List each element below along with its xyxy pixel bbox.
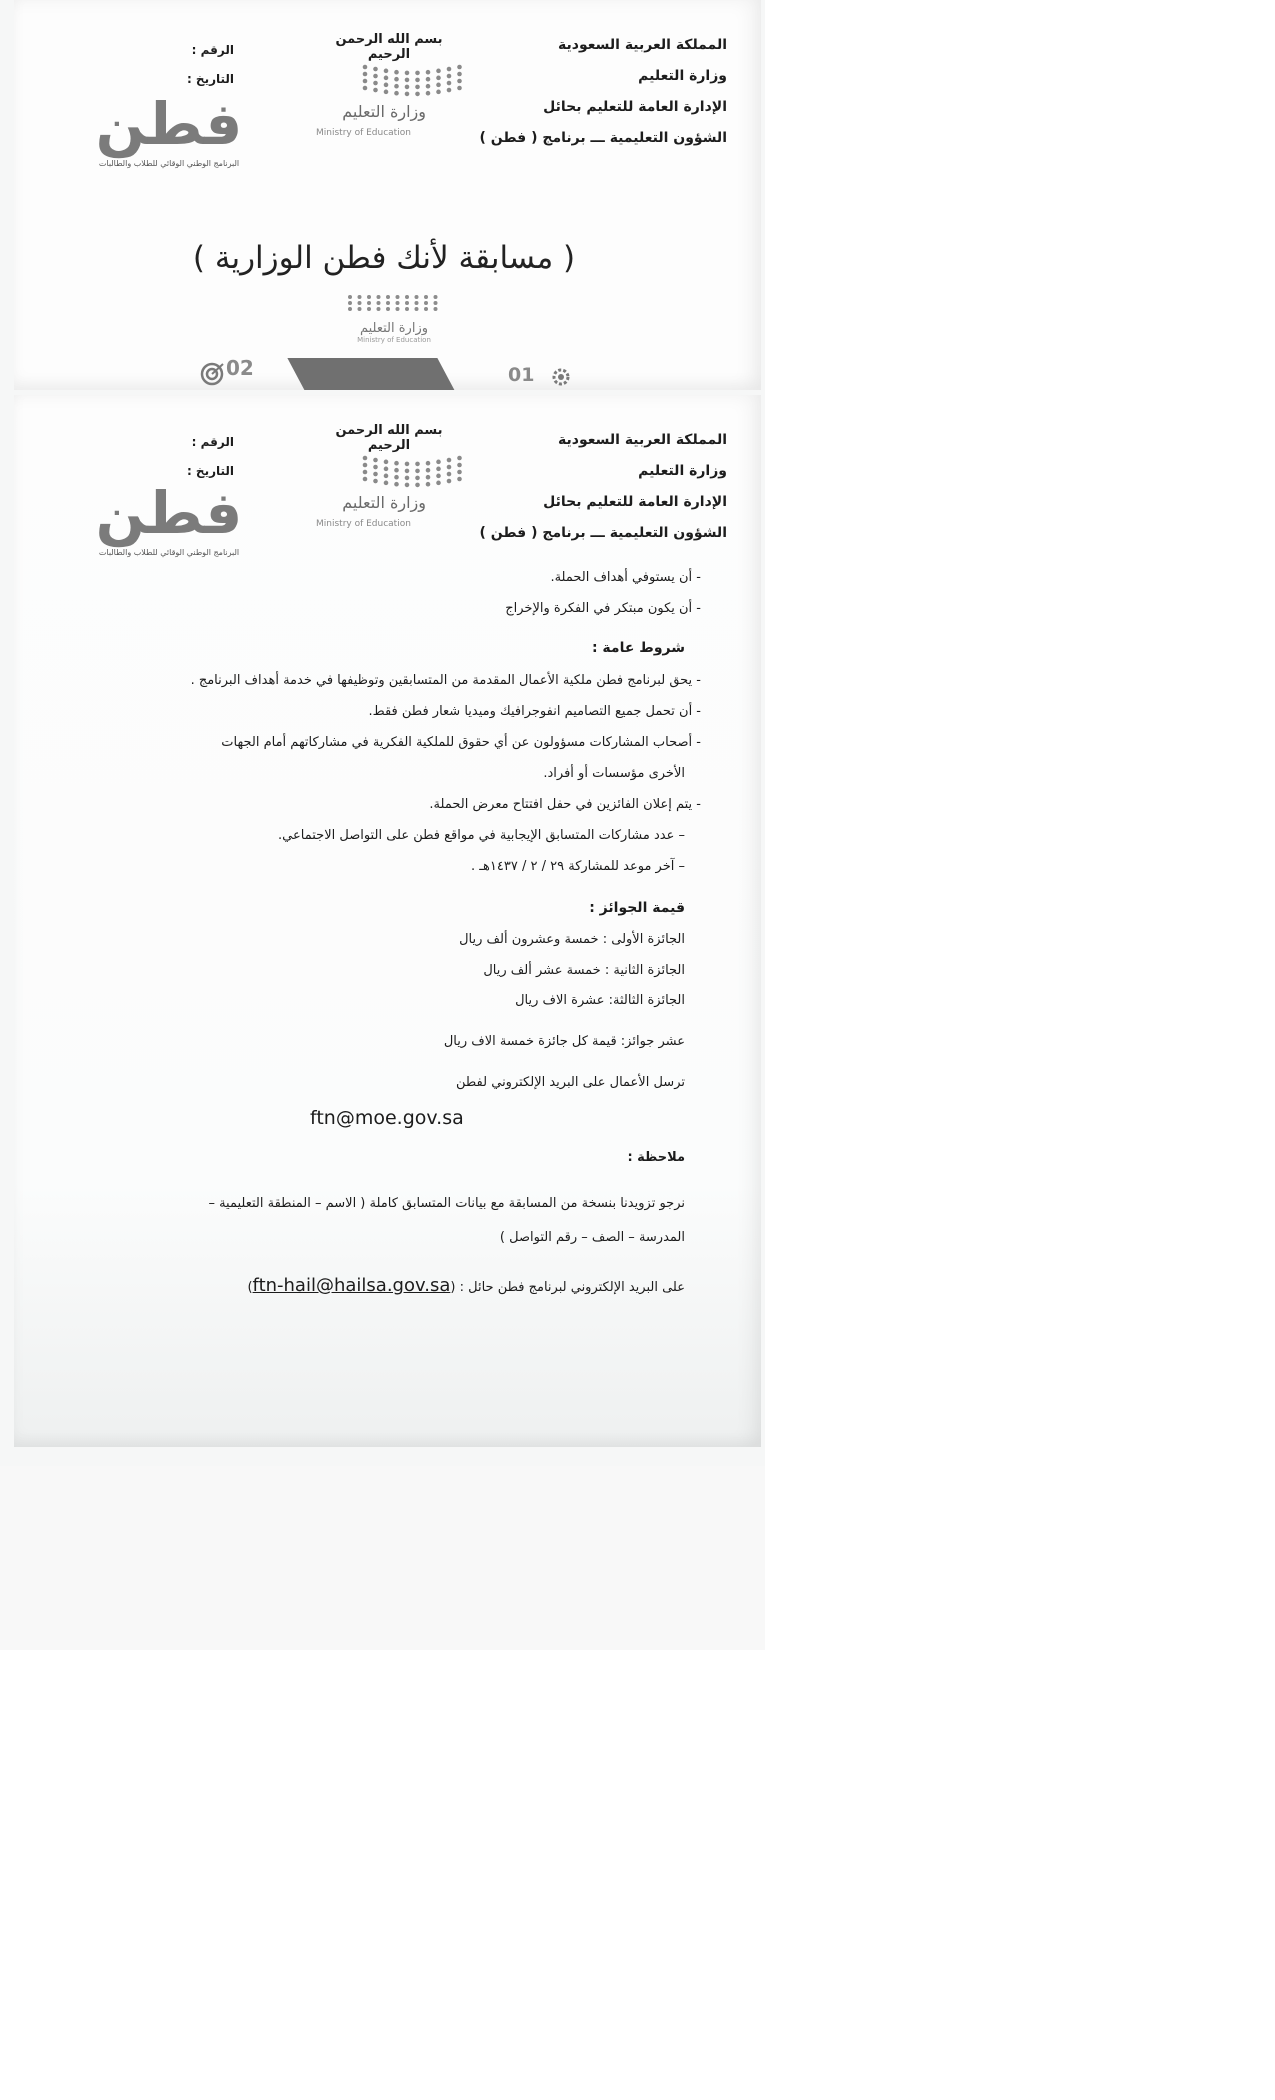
logo-dot <box>415 462 420 467</box>
general-conditions-heading: شروط عامة : <box>591 640 685 656</box>
logo-dot <box>436 474 441 479</box>
logo-dot <box>415 476 420 481</box>
svg-text:فطن: فطن <box>95 90 243 158</box>
prizes-heading: قيمة الجوائز : <box>589 900 685 916</box>
logo-dot <box>415 307 419 311</box>
condition-item: - أصحاب المشاركات مسؤولون عن أي حقوق للملكية الفكرية في مشاركاتهم أمام الجهات <box>221 735 701 750</box>
logo-dot <box>426 77 431 82</box>
condition-item: - أن تحمل جميع التصاميم انفوجرافيك وميديا شعار فطن فقط. <box>368 704 701 719</box>
basmala: بسم الله الرحمن الرحيم <box>335 32 443 62</box>
logo-dot <box>424 295 428 299</box>
strip-number-02: 02 <box>226 356 254 380</box>
svg-text:البرنامج الوطني الوقائي للطلاب: البرنامج الوطني الوقائي للطلاب والطالبات <box>98 548 240 557</box>
logo-dot <box>384 467 389 472</box>
note-heading: ملاحظة : <box>627 1150 685 1165</box>
ref-number-label: الرقم : <box>191 43 234 57</box>
moe-logo-text-en: Ministry of Education <box>316 128 411 138</box>
note-line: نرجو تزويدنا بنسخة من المسابقة مع بيانات المتسابق كاملة ( الاسم – المنطقة التعليمية – <box>208 1196 685 1211</box>
logo-dot <box>447 74 452 79</box>
logo-dot <box>405 483 410 488</box>
logo-dot <box>415 483 420 488</box>
logo-dot <box>415 295 419 299</box>
logo-dot <box>405 92 410 97</box>
svg-text:فطن: فطن <box>95 479 243 547</box>
logo-dot <box>373 458 378 463</box>
scanned-page-1 <box>14 0 761 390</box>
logo-dot <box>436 83 441 88</box>
logo-dot <box>457 477 462 482</box>
logo-dot <box>367 295 371 299</box>
viewer-bottom-area <box>0 1466 765 1650</box>
gear-icon <box>548 366 574 388</box>
logo-dot <box>384 481 389 486</box>
logo-dot <box>363 463 368 468</box>
ten-prizes-line: عشر جوائز: قيمة كل جائزة خمسة الاف ريال <box>443 1034 685 1049</box>
logo-dot <box>384 90 389 95</box>
logo-dot <box>348 301 352 305</box>
logo-dot <box>415 85 420 90</box>
logo-dot <box>405 307 409 311</box>
svg-text:وزارة التعليم: وزارة التعليم <box>359 321 429 336</box>
logo-dot <box>436 69 441 74</box>
logo-dot <box>424 301 428 305</box>
moe-logo-icon <box>359 453 469 491</box>
logo-dot <box>394 461 399 466</box>
logo-dot <box>396 295 400 299</box>
logo-dot <box>405 462 410 467</box>
moe-logo-text-ar: وزارة التعليم <box>342 493 426 512</box>
svg-text:Ministry of Education: Ministry of Education <box>357 336 431 344</box>
prize-item: الجائزة الثانية : خمسة عشر ألف ريال <box>483 963 685 978</box>
logo-dot <box>436 467 441 472</box>
logo-dot <box>426 468 431 473</box>
directorate-label: الإدارة العامة للتعليم بحائل <box>543 494 727 510</box>
letterhead-right <box>479 425 727 549</box>
logo-dot <box>396 307 400 311</box>
logo-dot <box>424 307 428 311</box>
logo-dot <box>434 295 438 299</box>
moe-logo-text-en: Ministry of Education <box>316 519 411 529</box>
hail-email-line: على البريد الإلكتروني لبرنامج فطن حائل : (ftn-hail@hailsa.gov.sa) <box>247 1275 685 1296</box>
logo-dot <box>405 476 410 481</box>
logo-dot <box>457 456 462 461</box>
logo-dot <box>394 84 399 89</box>
logo-dot <box>426 70 431 75</box>
directorate-label: الإدارة العامة للتعليم بحائل <box>543 99 727 115</box>
logo-dot <box>436 90 441 95</box>
logo-dot <box>373 81 378 86</box>
logo-dot <box>363 456 368 461</box>
logo-dot <box>377 295 381 299</box>
send-works-line: ترسل الأعمال على البريد الإلكتروني لفطن <box>456 1075 685 1090</box>
logo-dot <box>384 76 389 81</box>
department-label: الشؤون التعليمية ـــ برنامج ( فطن ) <box>479 525 727 541</box>
criterion-item: - أن يكون مبتكر في الفكرة والإخراج <box>505 601 701 616</box>
logo-dot <box>363 65 368 70</box>
prize-item: الجائزة الثالثة: عشرة الاف ريال <box>515 993 685 1008</box>
logo-dot <box>358 307 362 311</box>
logo-dot <box>447 465 452 470</box>
country-label: المملكة العربية السعودية <box>558 37 727 53</box>
logo-dot <box>394 70 399 75</box>
logo-dot <box>457 72 462 77</box>
moe-logo-icon <box>359 62 469 100</box>
scanned-page-2 <box>14 395 761 1447</box>
logo-dot <box>363 86 368 91</box>
condition-item: - يحق لبرنامج فطن ملكية الأعمال المقدمة من المتسابقين وتوظيفها في خدمة أهداف البرنامج . <box>190 673 701 688</box>
target-icon <box>200 362 224 386</box>
logo-dot <box>377 301 381 305</box>
hail-email-prefix: على البريد الإلكتروني لبرنامج فطن حائل : <box>459 1280 685 1295</box>
logo-dot <box>394 468 399 473</box>
logo-dot <box>415 92 420 97</box>
graphic-banner <box>287 358 458 390</box>
logo-dot <box>394 91 399 96</box>
logo-dot <box>447 81 452 86</box>
logo-dot <box>384 69 389 74</box>
logo-dot <box>367 307 371 311</box>
logo-dot <box>405 78 410 83</box>
logo-dot <box>426 461 431 466</box>
logo-dot <box>358 295 362 299</box>
date-label: التاريخ : <box>186 72 234 86</box>
logo-dot <box>415 71 420 76</box>
logo-dot <box>415 469 420 474</box>
logo-dot <box>386 307 390 311</box>
logo-dot <box>358 301 362 305</box>
fatin-logo <box>74 82 259 172</box>
note-line: المدرسة – الصف – رقم التواصل ) <box>499 1230 685 1245</box>
logo-dot <box>373 74 378 79</box>
logo-dot <box>363 470 368 475</box>
logo-dot <box>457 470 462 475</box>
logo-dot <box>373 479 378 484</box>
logo-dot <box>447 67 452 72</box>
logo-dot <box>394 475 399 480</box>
logo-dot <box>373 465 378 470</box>
logo-dot <box>367 301 371 305</box>
logo-dot <box>373 67 378 72</box>
country-label: المملكة العربية السعودية <box>558 432 727 448</box>
logo-dot <box>447 472 452 477</box>
logo-dot <box>436 460 441 465</box>
logo-dot <box>457 65 462 70</box>
logo-dot <box>426 84 431 89</box>
moe-logo-small-icon <box>324 292 464 344</box>
svg-text:البرنامج الوطني الوقائي للطلاب: البرنامج الوطني الوقائي للطلاب والطالبات <box>98 159 240 168</box>
logo-dot <box>373 88 378 93</box>
prize-item: الجائزة الأولى : خمسة وعشرون ألف ريال <box>459 932 685 947</box>
logo-dot <box>457 79 462 84</box>
logo-dot <box>384 474 389 479</box>
ministry-label: وزارة التعليم <box>638 68 727 84</box>
logo-dot <box>386 301 390 305</box>
logo-dot <box>348 295 352 299</box>
logo-dot <box>396 301 400 305</box>
condition-item: - يتم إعلان الفائزين في حفل افتتاح معرض الحملة. <box>429 797 701 812</box>
logo-dot <box>457 463 462 468</box>
logo-dot <box>426 475 431 480</box>
fatin-logo <box>74 471 259 561</box>
logo-dot <box>436 481 441 486</box>
ministry-label: وزارة التعليم <box>638 463 727 479</box>
hail-email-link[interactable]: ftn-hail@hailsa.gov.sa <box>252 1275 451 1296</box>
logo-dot <box>363 72 368 77</box>
strip-number-01: 01 <box>508 364 535 386</box>
logo-dot <box>405 71 410 76</box>
logo-dot <box>405 85 410 90</box>
logo-dot <box>447 479 452 484</box>
logo-dot <box>434 301 438 305</box>
logo-dot <box>405 295 409 299</box>
logo-dot <box>363 477 368 482</box>
date-label: التاريخ : <box>186 464 234 478</box>
basmala: بسم الله الرحمن الرحيم <box>335 423 443 453</box>
fatin-email-link[interactable]: ftn@moe.gov.sa <box>310 1107 464 1129</box>
logo-dot <box>426 91 431 96</box>
logo-dot <box>447 458 452 463</box>
competition-title: ( مسابقة لأنك فطن الوزارية ) <box>192 240 576 276</box>
logo-dot <box>348 307 352 311</box>
department-label: الشؤون التعليمية ـــ برنامج ( فطن ) <box>479 130 727 146</box>
letterhead-right <box>479 30 727 154</box>
logo-dot <box>363 79 368 84</box>
criterion-item: - أن يستوفي أهداف الحملة. <box>550 570 701 585</box>
logo-dot <box>384 83 389 88</box>
logo-dot <box>384 460 389 465</box>
logo-dot <box>386 295 390 299</box>
logo-dot <box>394 77 399 82</box>
logo-dot <box>373 472 378 477</box>
logo-dot <box>426 482 431 487</box>
logo-dot <box>434 307 438 311</box>
condition-item: – عدد مشاركات المتسابق الإيجابية في مواقع فطن على التواصل الاجتماعي. <box>278 828 685 843</box>
logo-dot <box>436 76 441 81</box>
logo-dot <box>394 482 399 487</box>
moe-logo-text-ar: وزارة التعليم <box>342 102 426 121</box>
logo-dot <box>415 78 420 83</box>
condition-item-continued: الأخرى مؤسسات أو أفراد. <box>543 766 685 781</box>
ref-number-label: الرقم : <box>191 435 234 449</box>
logo-dot <box>405 301 409 305</box>
logo-dot <box>447 88 452 93</box>
logo-dot <box>415 301 419 305</box>
logo-dot <box>457 86 462 91</box>
logo-dot <box>405 469 410 474</box>
logo-dot <box>377 307 381 311</box>
deadline-item: – آخر موعد للمشاركة ٢٩ / ٢ / ١٤٣٧هـ . <box>470 859 685 874</box>
